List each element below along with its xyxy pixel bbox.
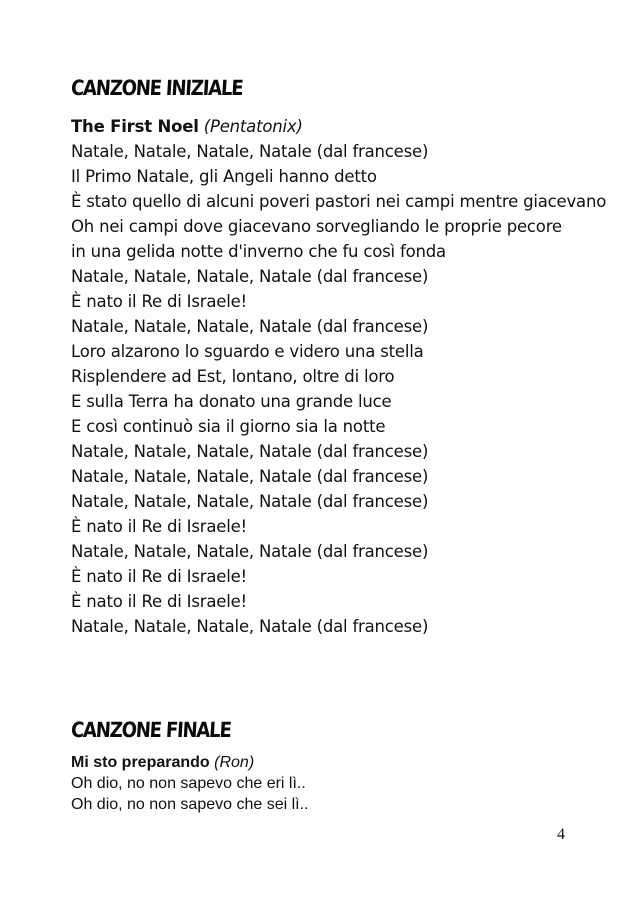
song-block-opening bbox=[71, 114, 611, 639]
lyric-line: E così continuò sia il giorno sia la notte bbox=[71, 417, 386, 436]
song-title: The First Noel bbox=[71, 117, 199, 136]
lyric-line: Natale, Natale, Natale, Natale (dal francese) bbox=[71, 142, 429, 161]
lyric-line: Natale, Natale, Natale, Natale (dal francese) bbox=[71, 492, 429, 511]
lyric-line: Natale, Natale, Natale, Natale (dal francese) bbox=[71, 267, 429, 286]
lyric-line: È nato il Re di Israele! bbox=[71, 592, 247, 611]
lyric-line: È nato il Re di Israele! bbox=[71, 292, 247, 311]
section-heading-opening-song: CANZONE INIZIALE bbox=[70, 76, 244, 100]
lyric-line: E sulla Terra ha donato una grande luce bbox=[71, 392, 392, 411]
lyric-line: Natale, Natale, Natale, Natale (dal francese) bbox=[71, 317, 429, 336]
lyric-line: in una gelida notte d'inverno che fu così fonda bbox=[71, 242, 446, 261]
song-title-line bbox=[71, 114, 611, 139]
lyric-line: Natale, Natale, Natale, Natale (dal francese) bbox=[71, 617, 429, 636]
song-artist: (Ron) bbox=[214, 754, 255, 771]
section-heading-closing-song: CANZONE FINALE bbox=[70, 718, 232, 742]
lyric-line: Il Primo Natale, gli Angeli hanno detto bbox=[71, 167, 377, 186]
lyric-line: Oh dio, no non sapevo che eri lì.. bbox=[71, 775, 306, 792]
lyric-line: Natale, Natale, Natale, Natale (dal francese) bbox=[71, 442, 429, 461]
page-number: 4 bbox=[557, 826, 565, 843]
lyric-line: Oh nei campi dove giacevano sorvegliando le proprie pecore bbox=[71, 217, 562, 236]
lyric-line: È nato il Re di Israele! bbox=[71, 567, 247, 586]
lyric-line: È stato quello di alcuni poveri pastori nei campi mentre giacevano bbox=[71, 192, 607, 211]
song-title: Mi sto preparando bbox=[71, 754, 210, 771]
lyric-line: Natale, Natale, Natale, Natale (dal francese) bbox=[71, 467, 429, 486]
lyric-line: Risplendere ad Est, lontano, oltre di loro bbox=[71, 367, 395, 386]
lyric-line: Loro alzarono lo sguardo e videro una stella bbox=[71, 342, 424, 361]
song-block-closing bbox=[71, 752, 611, 815]
song-title-line bbox=[71, 752, 611, 773]
lyric-line: È nato il Re di Israele! bbox=[71, 517, 247, 536]
song-artist: (Pentatonix) bbox=[203, 117, 303, 136]
lyric-line: Natale, Natale, Natale, Natale (dal francese) bbox=[71, 542, 429, 561]
lyric-line: Oh dio, no non sapevo che sei lì.. bbox=[71, 796, 309, 813]
